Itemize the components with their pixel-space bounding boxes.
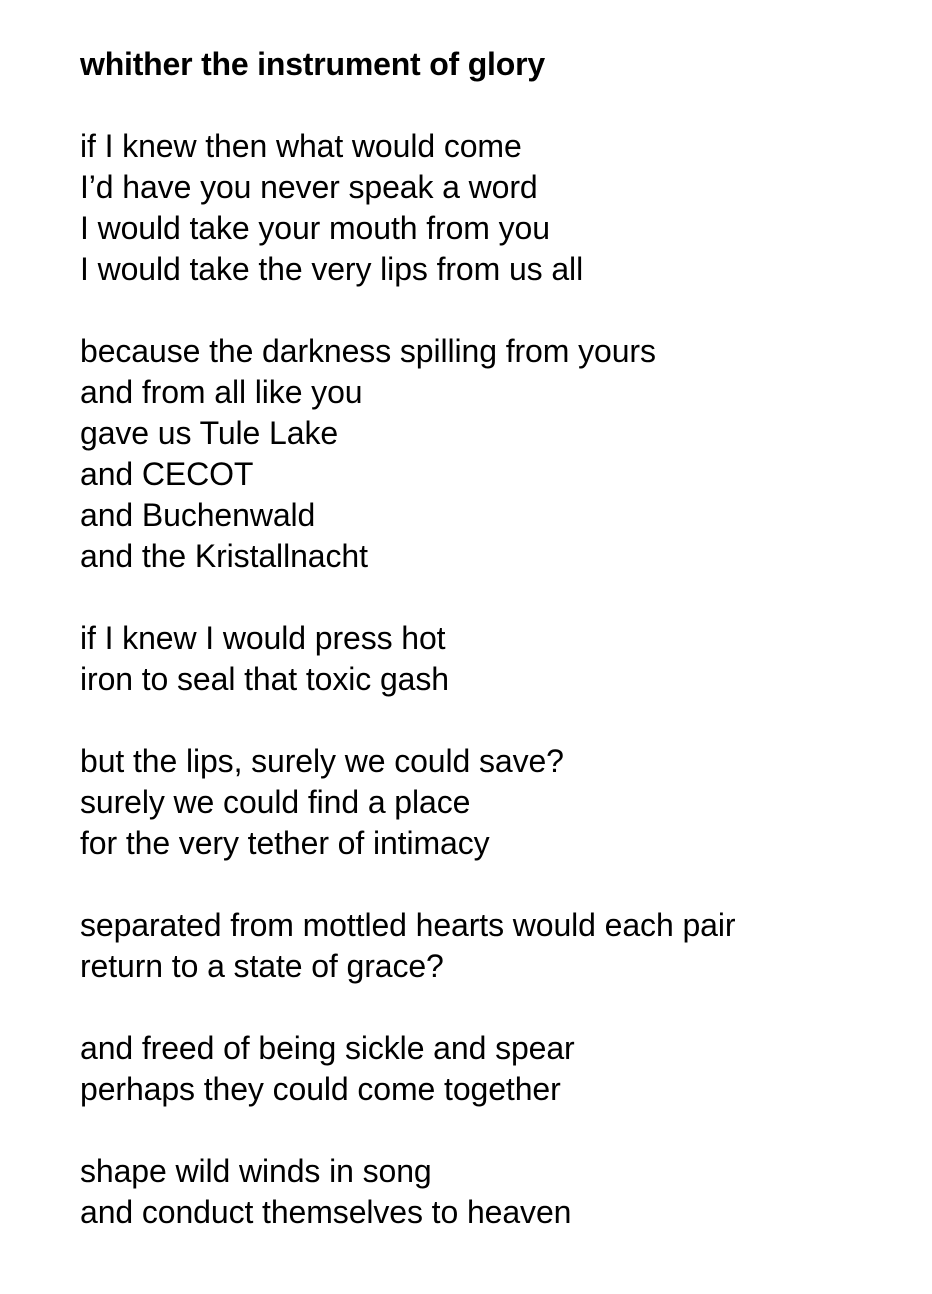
poem-line: I’d have you never speak a word	[80, 169, 538, 205]
poem-line: and from all like you	[80, 374, 363, 410]
stanza-1	[80, 126, 900, 290]
poem-line: iron to seal that toxic gash	[80, 661, 449, 697]
poem-line: and freed of being sickle and spear	[80, 1030, 575, 1066]
stanza-4	[80, 741, 900, 864]
poem-line: if I knew I would press hot	[80, 620, 446, 656]
poem-line: and the Kristallnacht	[80, 538, 368, 574]
poem-line: I would take your mouth from you	[80, 210, 550, 246]
stanza-3	[80, 618, 900, 700]
poem-title: whither the instrument of glory	[80, 46, 545, 82]
poem-line: perhaps they could come together	[80, 1071, 561, 1107]
stanza-2	[80, 331, 900, 577]
poem-line: and CECOT	[80, 456, 254, 492]
poem-line: return to a state of grace?	[80, 948, 444, 984]
stanza-6	[80, 1028, 900, 1110]
poem-line: surely we could find a place	[80, 784, 471, 820]
poem-line: because the darkness spilling from yours	[80, 333, 656, 369]
poem-page	[80, 44, 900, 1233]
poem-line: but the lips, surely we could save?	[80, 743, 564, 779]
poem-line: separated from mottled hearts would each pair	[80, 907, 736, 943]
poem-line: for the very tether of intimacy	[80, 825, 490, 861]
poem-line: and Buchenwald	[80, 497, 316, 533]
stanza-7	[80, 1151, 900, 1233]
poem-line: if I knew then what would come	[80, 128, 522, 164]
poem-line: shape wild winds in song	[80, 1153, 432, 1189]
poem-line: I would take the very lips from us all	[80, 251, 584, 287]
poem-line: gave us Tule Lake	[80, 415, 339, 451]
stanza-5	[80, 905, 900, 987]
poem-line: and conduct themselves to heaven	[80, 1194, 572, 1230]
